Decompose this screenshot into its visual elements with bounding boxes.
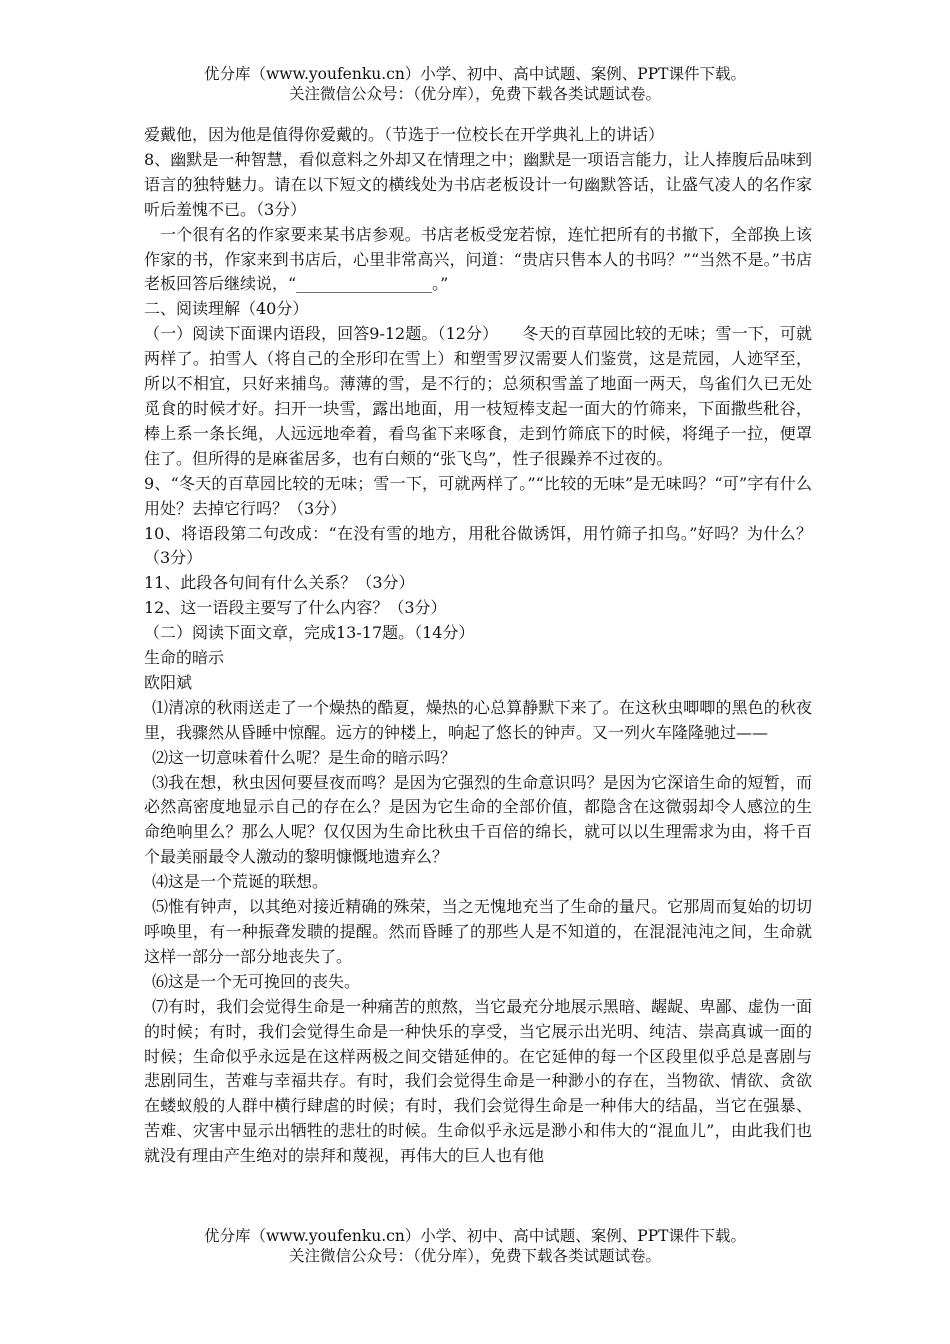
footer-line-2: 关注微信公众号：（优分库），免费下载各类试题试卷。: [288, 1247, 661, 1265]
article-paragraph-5: ⑸惟有钟声，以其绝对接近精确的殊荣，当之无愧地充当了生命的量尺。它那周而复始的切切呼唤里，有一种振聋发聩的提醒。然而昏睡了的那些人是不知道的，在混混沌沌之间，生命就这样一部分一部分地丧失了。: [144, 897, 812, 966]
article-paragraph-4: ⑷这是一个荒诞的联想。: [152, 872, 329, 892]
article-title: 生命的暗示: [144, 648, 225, 668]
section-reading-heading: 二、阅读理解（40分）: [144, 299, 309, 319]
footer-line-1: 优分库（www.youfenku.cn）小学、初中、高中试题、案例、PPT课件下载。: [203, 1227, 747, 1245]
page-footer: [0, 1226, 950, 1266]
passage-2-intro: （二）阅读下面文章，完成13-17题。（14分）: [144, 623, 475, 643]
question-8: 8、幽默是一种智慧，看似意料之外却又在情理之中；幽默是一项语言能力，让人捧腹后品味到语言的独特魅力。请在以下短文的横线处为书店老板设计一句幽默答话，让盛气凌人的名作家听后羞愧不已。（3分）: [144, 149, 812, 219]
anecdote-paragraph: 一个很有名的作家要来某书店参观。书店老板受宠若惊，连忙把所有的书撤下，全部换上该作家的书，作家来到书店后，心里非常高兴，问道：“贵店只售本人的书吗？”“当然不是。”书店老板回答后继续说，“_________________。”: [144, 224, 812, 294]
question-12: 12、这一语段主要写了什么内容？（3分）: [144, 598, 447, 618]
header-line-2: 关注微信公众号：（优分库），免费下载各类试题试卷。: [288, 85, 661, 103]
header-line-1: 优分库（www.youfenku.cn）小学、初中、高中试题、案例、PPT课件下载。: [203, 65, 747, 83]
article-paragraph-1: ⑴清凉的秋雨送走了一个燥热的酷夏，燥热的心总算静默下来了。在这秋虫唧唧的黑色的秋夜里，我骤然从昏睡中惊醒。远方的钟楼上，响起了悠长的钟声。又一列火车隆隆驰过——: [144, 697, 812, 742]
article-paragraph-2: ⑵这一切意味着什么呢？是生命的暗示吗？: [152, 747, 457, 767]
article-paragraph-6: ⑹这是一个无可挽回的丧失。: [152, 971, 361, 991]
article-paragraph-3: ⑶我在想，秋虫因何要昼夜而鸣？是因为它强烈的生命意识吗？是因为它深谙生命的短暂，而必然高密度地显示自己的存在么？是因为它生命的全部价值，都隐含在这微弱却令人感泣的生命绝响里么？那么人呢？仅仅因为生命比秋虫千百倍的绵长，就可以以生理需求为由，将千百个最美丽最令人激动的黎明慷慨地遗弃么？: [144, 772, 812, 867]
article-author: 欧阳斌: [144, 672, 193, 692]
article-paragraph-7: ⑺有时，我们会觉得生命是一种痛苦的煎熬，当它最充分地展示黑暗、龌龊、卑鄙、虚伪一面的时候；有时，我们会觉得生命是一种快乐的享受，当它展示出光明、纯洁、崇高真诚一面的时候；生命似乎永远是在这样两极之间交错延伸的。在它延伸的每一个区段里似乎总是喜剧与悲剧同生，苦难与幸福共存。有时，我们会觉得生命是一种渺小的存在，当物欲、情欲、贪欲在蝼蚁般的人群中横行肆虐的时候；有时，我们会觉得生命是一种伟大的结晶，当它在强暴、苦难、灾害中显示出牺牲的悲壮的时候。生命似乎永远是渺小和伟大的“混血儿”，由此我们也就没有理由产生绝对的崇拜和蔑视，再伟大的巨人也有他: [144, 996, 812, 1166]
paragraph-speech-end: 爱戴他，因为他是值得你爱戴的。（节选于一位校长在开学典礼上的讲话）: [144, 125, 665, 144]
question-9: 9、“冬天的百草园比较的无味；雪一下，可就两样了。”“比较的无味”是无味吗？“可”字有什么用处？去掉它行吗？（3分）: [144, 473, 812, 518]
page-header: [0, 64, 950, 104]
question-11: 11、此段各句间有什么关系？（3分）: [144, 573, 415, 593]
document-body: [144, 123, 812, 1169]
passage-1: （一）阅读下面课内语段，回答9-12题。（12分） 冬天的百草园比较的无味；雪一下，可就两样了。拍雪人（将自己的全形印在雪上）和塑雪罗汉需要人们鉴赏，这是荒园，人迹罕至，所以不相宜，只好来捕鸟。薄薄的雪，是不行的；总须积雪盖了地面一两天，鸟雀们久已无处觅食的时候才好。扫开一块雪，露出地面，用一枝短棒支起一面大的竹筛来，下面撒些秕谷，棒上系一条长绳，人远远地牵着，看鸟雀下来啄食，走到竹筛底下的时候，将绳子一拉，便罩住了。但所得的是麻雀居多，也有白颊的“张飞鸟”，性子很躁养不过夜的。: [144, 324, 812, 468]
question-10: 10、将语段第二句改成：“在没有雪的地方，用秕谷做诱饵，用竹筛子扣鸟。”好吗？为什么？（3分）: [144, 523, 812, 568]
